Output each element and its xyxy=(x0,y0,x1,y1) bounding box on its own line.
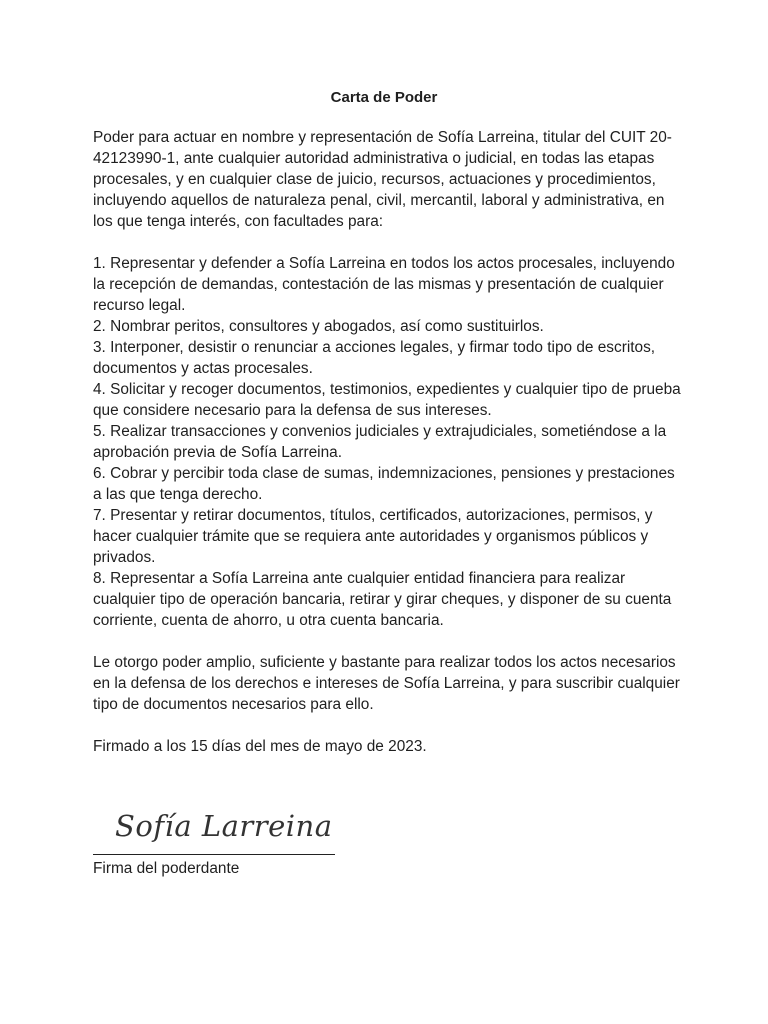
closing-paragraph: Le otorgo poder amplio, suficiente y bastante para realizar todos los actos necesarios en la defensa de los derechos e intereses de Sofía Larreina, y para suscribir cualquier tipo de documentos necesarios para ello. xyxy=(93,654,680,713)
document-body xyxy=(93,127,683,757)
paragraph-spacer xyxy=(93,631,683,652)
list-item: 3. Interponer, desistir o renunciar a acciones legales, y firmar todo tipo de escritos, documentos y actas procesales. xyxy=(93,339,656,377)
powers-list xyxy=(93,253,683,631)
document-title: Carta de Poder xyxy=(330,89,438,106)
list-item: 8. Representar a Sofía Larreina ante cualquier entidad financiera para realizar cualquier tipo de operación bancaria, retirar y girar cheques, y disponer de su cuenta corriente, cuenta de ahorro, u otra cuenta bancaria. xyxy=(93,570,672,629)
handwritten-signature: Sofía Larreina xyxy=(115,809,333,843)
signature-label: Firma del poderdante xyxy=(93,860,240,877)
list-item: 1. Representar y defender a Sofía Larreina en todos los actos procesales, incluyendo la recepción de demandas, contestación de las mismas y presentación de cualquier recurso legal. xyxy=(93,255,675,314)
paragraph-spacer xyxy=(93,715,683,736)
list-item: 5. Realizar transacciones y convenios judiciales y extrajudiciales, sometiéndose a la aprobación previa de Sofía Larreina. xyxy=(93,423,667,461)
intro-paragraph: Poder para actuar en nombre y representación de Sofía Larreina, titular del CUIT 20-42123990-1, ante cualquier autoridad administrativa o judicial, en todas las etapas procesales, y en cualquier clase de juicio, recursos, actuaciones y procedimientos, incluyendo aquellos de naturaleza penal, civil, mercantil, laboral y administrativa, en los que tenga interés, con facultades para: xyxy=(93,129,672,230)
list-item: 6. Cobrar y percibir toda clase de sumas, indemnizaciones, pensiones y prestaciones a las que tenga derecho. xyxy=(93,465,675,503)
signed-date: Firmado a los 15 días del mes de mayo de 2023. xyxy=(93,738,427,755)
signature-block xyxy=(93,806,393,879)
list-item: 4. Solicitar y recoger documentos, testimonios, expedientes y cualquier tipo de prueba que considere necesario para la defensa de sus intereses. xyxy=(93,381,681,419)
list-item: 2. Nombrar peritos, consultores y abogados, así como sustituirlos. xyxy=(93,318,544,335)
paragraph-spacer xyxy=(93,232,683,253)
signature-line xyxy=(93,854,335,855)
list-item: 7. Presentar y retirar documentos, títulos, certificados, autorizaciones, permisos, y hacer cualquier trámite que se requiera ante autoridades y organismos públicos y privados. xyxy=(93,507,653,566)
